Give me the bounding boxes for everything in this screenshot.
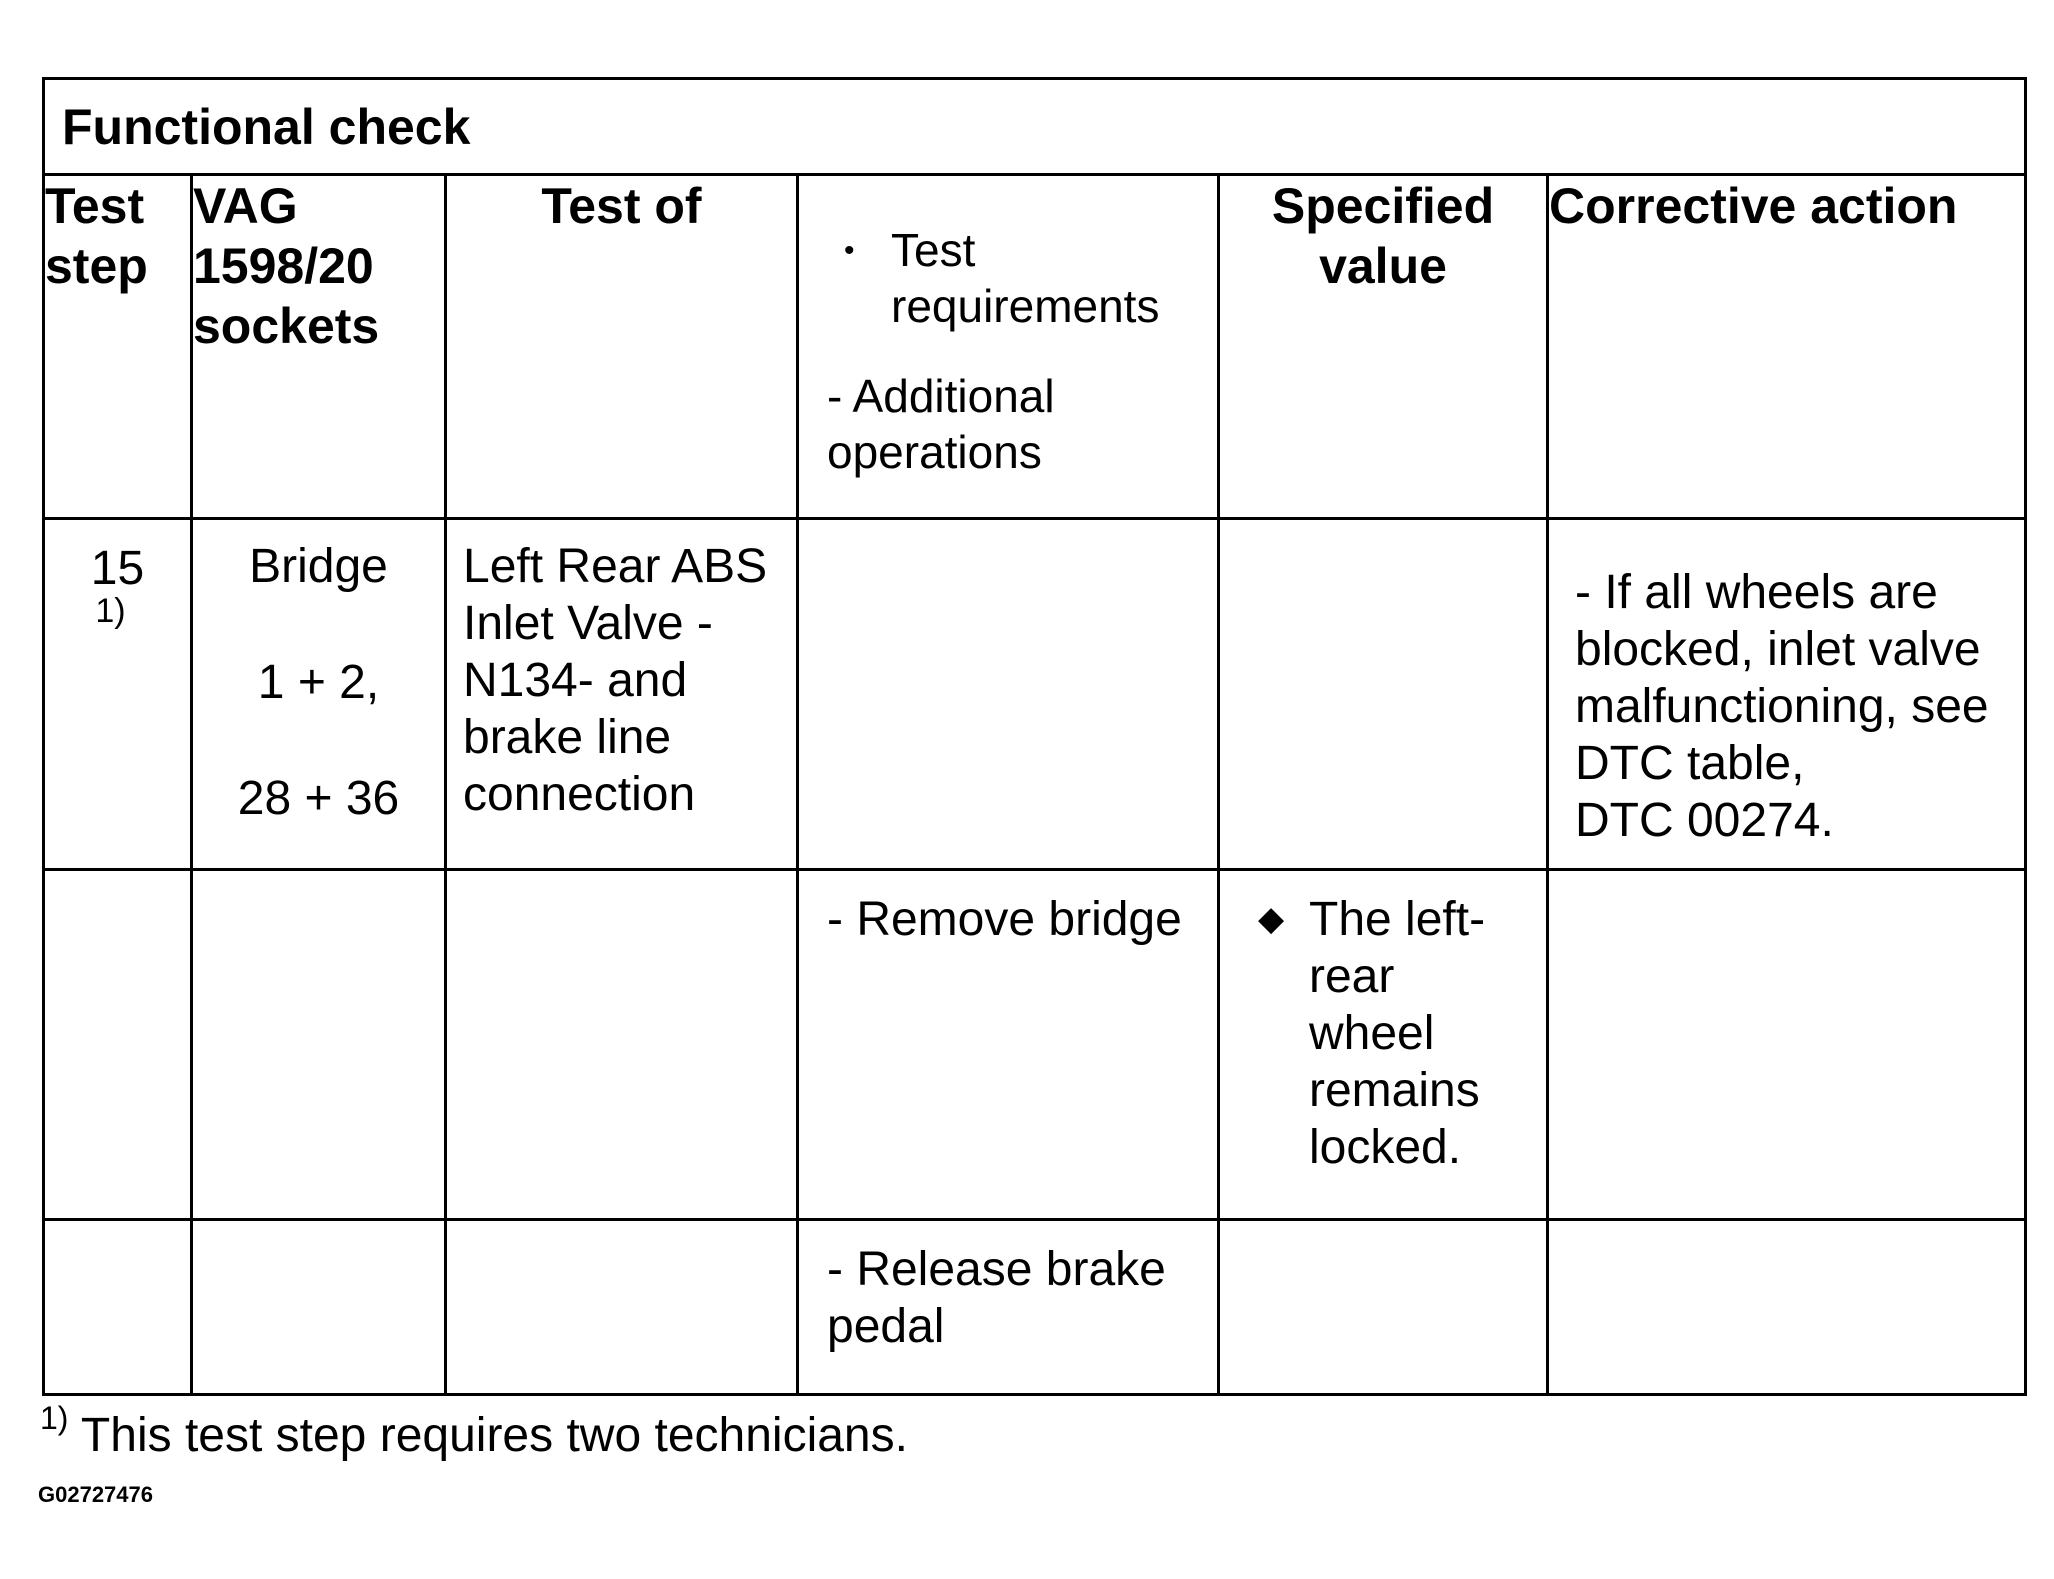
header-corrective-action: Corrective action bbox=[1548, 175, 2026, 519]
header-test-requirements: • Test requirements - Additional operations bbox=[798, 175, 1219, 519]
cell-operation: - Remove bridge bbox=[798, 870, 1219, 1220]
cell-operation-empty bbox=[798, 519, 1219, 870]
footnote-marker: 1) bbox=[95, 592, 126, 630]
cell-corrective-action: - If all wheels are blocked, inlet valve malfunctioning, see DTC table, DTC 00274. bbox=[1548, 519, 2026, 870]
table-row bbox=[44, 1220, 2026, 1395]
header-sockets: VAG 1598/20 sockets bbox=[192, 175, 446, 519]
table-row bbox=[44, 870, 2026, 1220]
functional-check-table bbox=[42, 77, 2027, 1396]
table-title: Functional check bbox=[62, 99, 471, 155]
cell-sockets: Bridge 1 + 2, 28 + 36 bbox=[192, 519, 446, 870]
cell-test-step: 15 1) bbox=[44, 519, 192, 870]
additional-operations-label: - Additional operations bbox=[827, 370, 1055, 478]
footnote-text: This test step requires two technicians. bbox=[80, 1409, 908, 1462]
header-row bbox=[44, 175, 2026, 519]
bullet-icon: • bbox=[844, 234, 855, 267]
header-test-step: Test step bbox=[44, 175, 192, 519]
cell-operation: - Release brake pedal bbox=[798, 1220, 1219, 1395]
table-title-cell bbox=[44, 79, 2026, 175]
footnote bbox=[40, 1402, 908, 1460]
footnote-marker: 1) bbox=[40, 1400, 69, 1436]
figure-id: G02727476 bbox=[38, 1482, 153, 1507]
header-test-of: Test of bbox=[446, 175, 798, 519]
header-specified-value: Specified value bbox=[1219, 175, 1548, 519]
diamond-bullet-icon: ◆ bbox=[1258, 900, 1285, 938]
cell-test-of: Left Rear ABS Inlet Valve - N134- and brake line connection bbox=[446, 519, 798, 870]
table-row bbox=[44, 519, 2026, 870]
cell-specified-value-empty bbox=[1219, 519, 1548, 870]
cell-specified-value: ◆ The left- rear wheel remains locked. bbox=[1219, 870, 1548, 1220]
